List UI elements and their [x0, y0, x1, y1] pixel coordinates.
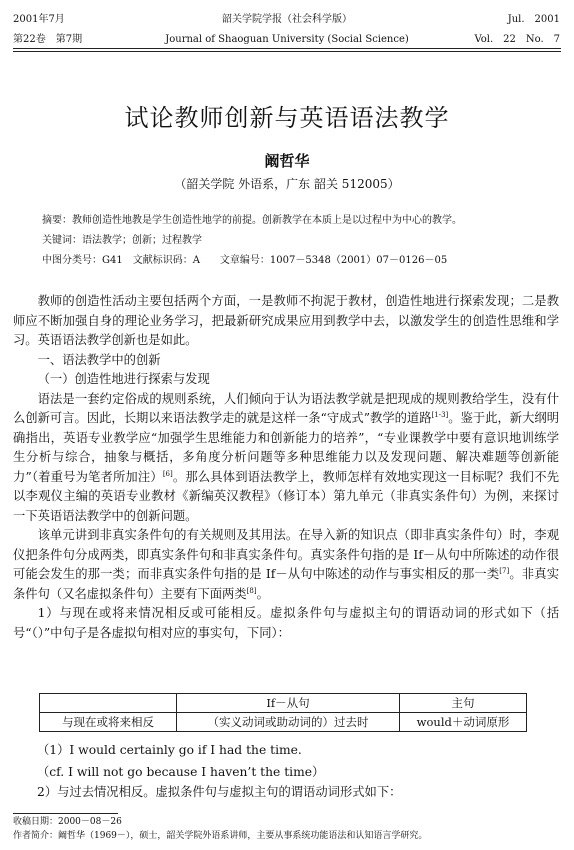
keywords: 关键词：语法教学；创新；过程教学 [42, 235, 202, 246]
paragraph-grammar [13, 390, 559, 527]
paragraph-rule-1: 1）与现在或将来情况相反或可能相反。虚拟条件句与虚拟主句的谓语动词的形式如下（括号“（）”中句子是各虚拟句相对应的事实句，下同）： [13, 606, 559, 640]
table-cell: would＋动词原形 [400, 713, 527, 732]
table-cell: （实义动词或助动词的）过去时 [177, 713, 400, 732]
header-journal-en: Journal of Shaoguan University (Social Science) [165, 34, 409, 45]
paragraph-intro: 教师的创造性活动主要包括两个方面，一是教师不拘泥于教材，创造性地进行探索发现；二是教师应不断加强自身的理论业务学习，把最新研究成果应用到教学中去，以激发学生的创造性思维和学习。英语语法教学创新也是如此。 [13, 294, 559, 347]
article-title: 试论教师创新与英语语法教学 [124, 104, 450, 132]
citation: [6] [162, 469, 173, 478]
header-rule [13, 48, 561, 49]
table-header-cell [40, 694, 177, 713]
paragraph-grammar-a: 语法是一套约定俗成的规则系统，人们倾向于认为语法教学就是把现成的规则教给学生，没有什么创新可言。因此，长期以来语法教学走的就是这样一条“守成式”教学的道路 [13, 391, 559, 425]
conditional-table [39, 693, 527, 732]
classification: 中图分类号：G41 文献标识码：A 文章编号：1007－5348（2001）07－0126－05 [42, 255, 448, 266]
header-date-en: Jul. 2001 [507, 14, 560, 25]
paragraph-grammar-b: 。鉴于此，新大纲明确指出，英语专业教学应“加强学生思维能力和创新能力的培养”，“专业课教学中要有意识地训练学生分析与综合，抽象与概括，多角度分析问题等多种思维能力以及发现问题、解决难题等创新能力”（着重号为笔者所加注） [13, 411, 559, 484]
table-header-row [40, 694, 527, 713]
header-journal-cn: 韶关学院学报（社会科学版） [222, 14, 352, 25]
abstract: 摘要：教师创造性地教是学生创造性地学的前提。创新教学在本质上是以过程中为中心的教学。 [42, 215, 462, 226]
paragraph-grammar-c: 。那么具体到语法教学上，教师怎样有效地实现这一目标呢？我们不先以李观仪主编的英语专业教材《新编英汉教程》（修订本）第九单元（非真实条件句）为例，来探讨一下英语语法教学中的创新问题。 [13, 469, 559, 523]
header-volume: 第22卷 第7期 [13, 34, 83, 45]
paragraph-rule-2: 2）与过去情况相反。虚拟条件句与虚拟主句的谓语动词形式如下： [37, 785, 402, 799]
table-row [40, 713, 527, 732]
article-author: 阚哲华 [264, 152, 310, 170]
section-heading: 一、语法教学中的创新 [37, 352, 161, 367]
header-date: 2001年7月 [13, 14, 65, 25]
article-affiliation: （韶关学院 外语系，广东 韶关 512005） [174, 177, 400, 191]
footnote-received: 收稿日期：2000－08－26 [13, 817, 122, 827]
paragraph-conditionals-c: 。 [256, 586, 269, 601]
header-rule-thin [13, 51, 561, 52]
table-header-cell: 主句 [400, 694, 527, 713]
paragraph-conditionals-a: 该单元讲到非真实条件句的有关规则及其用法。在导入新的知识点（即非真实条件句）时，李观仪把条件句分成两类，即真实条件句和非真实条件句。真实条件句指的是 If－从句中所陈述的动作很可能会发生的那一类；而非真实条件句指的是 If－从句中陈述的动作与事实相反的那一类 [13, 528, 559, 581]
body-text [13, 292, 559, 643]
example-1: （1）I would certainly go if I had the time. [37, 743, 302, 757]
footnote-rule [13, 813, 118, 814]
header-volume-en: Vol. 22 No. 7 [474, 34, 560, 45]
table-header-cell: If－从句 [177, 694, 400, 713]
subsection-heading: （一）创造性地进行探索与发现 [37, 372, 210, 386]
citation: [7] [499, 566, 510, 575]
citation: [8] [246, 586, 257, 595]
paragraph-conditionals-b: 。非真实条件句（又名虚拟条件句）主要有下面两类 [13, 567, 559, 601]
table-cell: 与现在或将来相反 [40, 713, 177, 732]
example-1-fact: （cf. I will not go because I haven’t the time） [37, 765, 325, 779]
footnote-author: 作者简介：阚哲华（1969－），硕士，韶关学院外语系讲师，主要从事系统功能语法和认知语言学研究。 [13, 831, 428, 841]
citation: [1-3] [431, 410, 449, 419]
paragraph-conditionals [13, 526, 559, 604]
